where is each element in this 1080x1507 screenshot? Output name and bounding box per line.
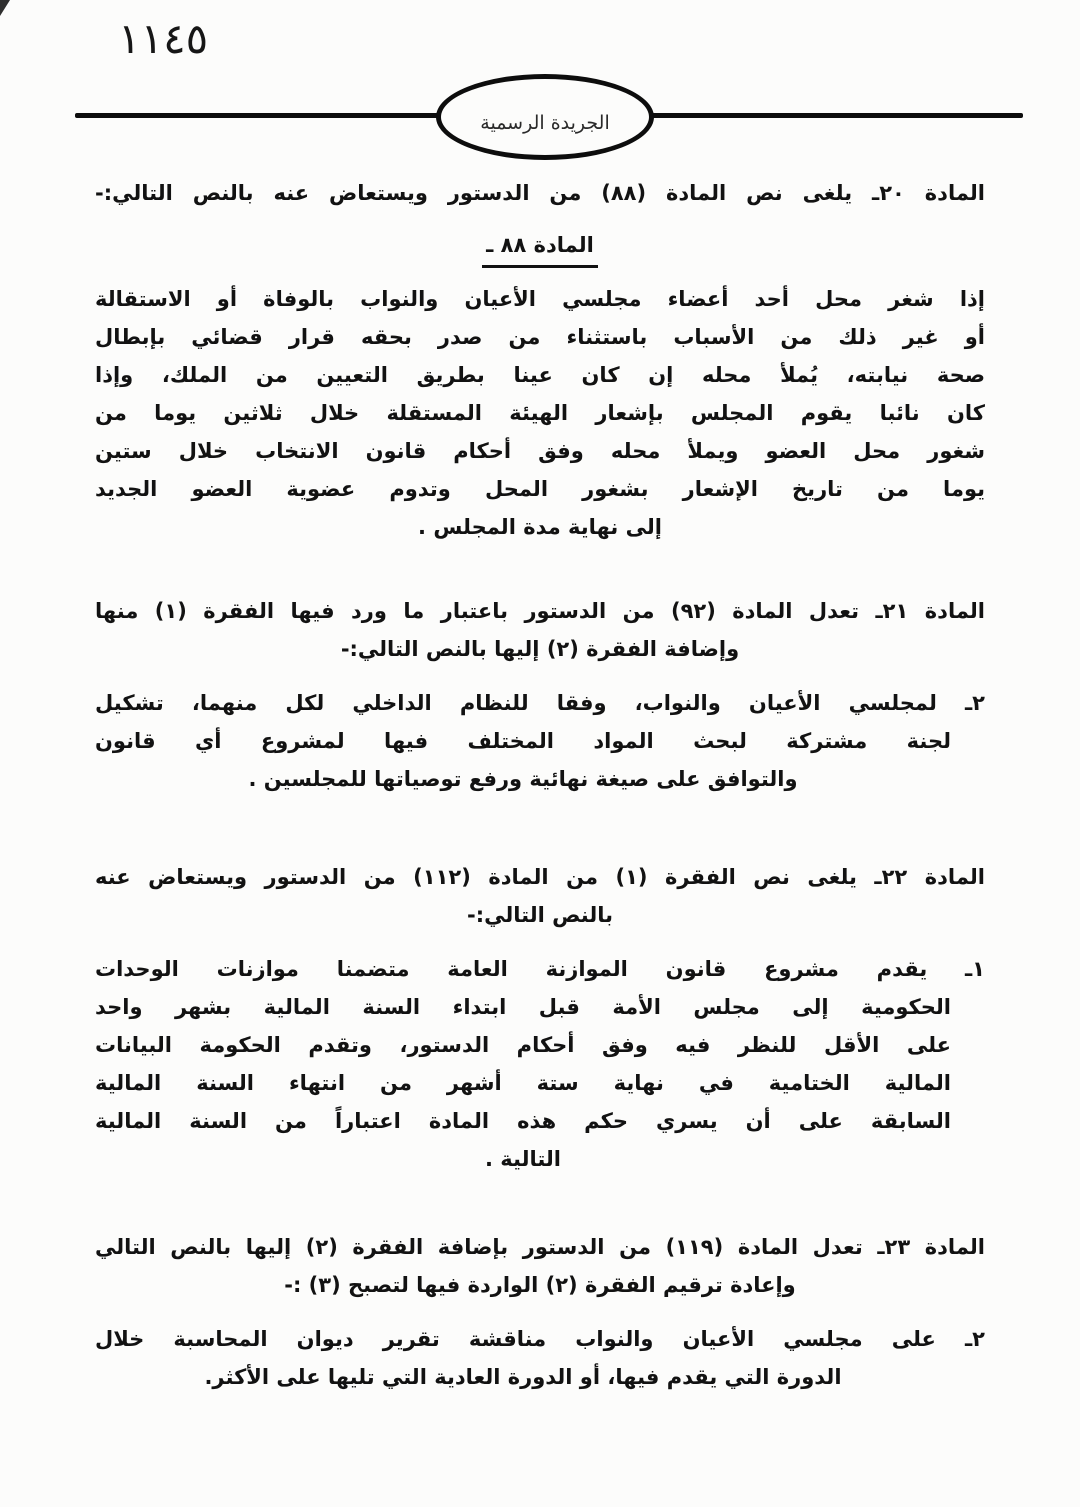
gazette-header [0,0,1080,170]
article-22-heading [95,858,985,934]
text-line: المادة ٢١ـ تعدل المادة (٩٢) من الدستور باعتبار ما ورد فيها الفقرة (١) منها [95,599,985,623]
text-line: وإعادة ترقيم الفقرة (٢) الواردة فيها لتصبح (٣) :- [284,1273,796,1297]
text-line: لجنة مشتركة لبحث المواد المختلف فيها لمشروع أي قانون [95,729,951,753]
text-line: شغور محل العضو ويملأ محله وفق أحكام قانون الانتخاب خلال ستين [95,439,985,463]
text-line: المالية الختامية في نهاية ستة أشهر من انتهاء السنة المالية [95,1071,951,1095]
article-20-heading [95,174,985,212]
article-23-item [95,1320,985,1396]
text-line: ١ـ يقدم مشروع قانون الموازنة العامة متضمنا موازنات الوحدات [95,957,985,981]
document-body [95,168,985,1396]
article-22-item [95,950,985,1178]
text-line: كان نائبا يقوم المجلس بإشعار الهيئة المستقلة خلال ثلاثين يوما من [95,401,985,425]
text-line: صحة نيابته، يُملأ محله إن كان عينا بطريق التعيين من الملك، وإذا [95,363,985,387]
page-number: ١١٤٥ [118,14,209,63]
text-line: إذا شغر محل أحد أعضاء مجلسي الأعيان والنواب بالوفاة أو الاستقالة [95,287,985,311]
text-line: بالنص التالي:- [467,903,613,927]
text-line: المادة ٢٠ـ يلغى نص المادة (٨٨) من الدستور ويستعاض عنه بالنص التالي:- [95,181,985,205]
text-line: التالية . [484,1147,562,1171]
text-line: المادة ٢٣ـ تعدل المادة (١١٩) من الدستور بإضافة الفقرة (٢) إليها بالنص التالي [95,1235,985,1259]
article-21-heading [95,592,985,668]
text-line: أو غير ذلك من الأسباب باستثناء من صدر بحقه قرار قضائي بإبطال [95,325,985,349]
article-88-subheading [95,226,985,268]
text-line: إلى نهاية مدة المجلس . [418,515,662,539]
text-line: يوما من تاريخ الإشعار بشغور المحل وتدوم عضوية العضو الجديد [95,477,985,501]
article-21-item [95,684,985,798]
gazette-title: الجريدة الرسمية [480,112,610,134]
article-88-body [95,280,985,546]
text-line: الدورة التي يقدم فيها، أو الدورة العادية التي تليها على الأكثر. [204,1365,842,1389]
text-line: الحكومية إلى مجلس الأمة قبل ابتداء السنة المالية بشهر واحد [95,995,951,1019]
text-line: المادة ٢٢ـ يلغى نص الفقرة (١) من المادة (١١٢) من الدستور ويستعاض عنه [95,865,985,889]
article-88-subheading-text: المادة ٨٨ ـ [482,226,598,268]
text-line: ٢ـ لمجلسي الأعيان والنواب، وفقا للنظام الداخلي لكل منهما، تشكيل [95,691,985,715]
text-line: ٢ـ على مجلسي الأعيان والنواب مناقشة تقرير ديوان المحاسبة خلال [95,1327,985,1351]
text-line: والتوافق على صيغة نهائية ورفع توصياتها للمجلسين . [248,767,798,791]
article-23-heading [95,1228,985,1304]
gazette-seal-oval [436,74,654,160]
text-line: السابقة على أن يسري حكم هذه المادة اعتباراً من السنة المالية [95,1109,951,1133]
text-line: على الأقل للنظر فيه وفق أحكام الدستور، وتقدم الحكومة البيانات [95,1033,951,1057]
text-line: وإضافة الفقرة (٢) إليها بالنص التالي:- [340,637,740,661]
